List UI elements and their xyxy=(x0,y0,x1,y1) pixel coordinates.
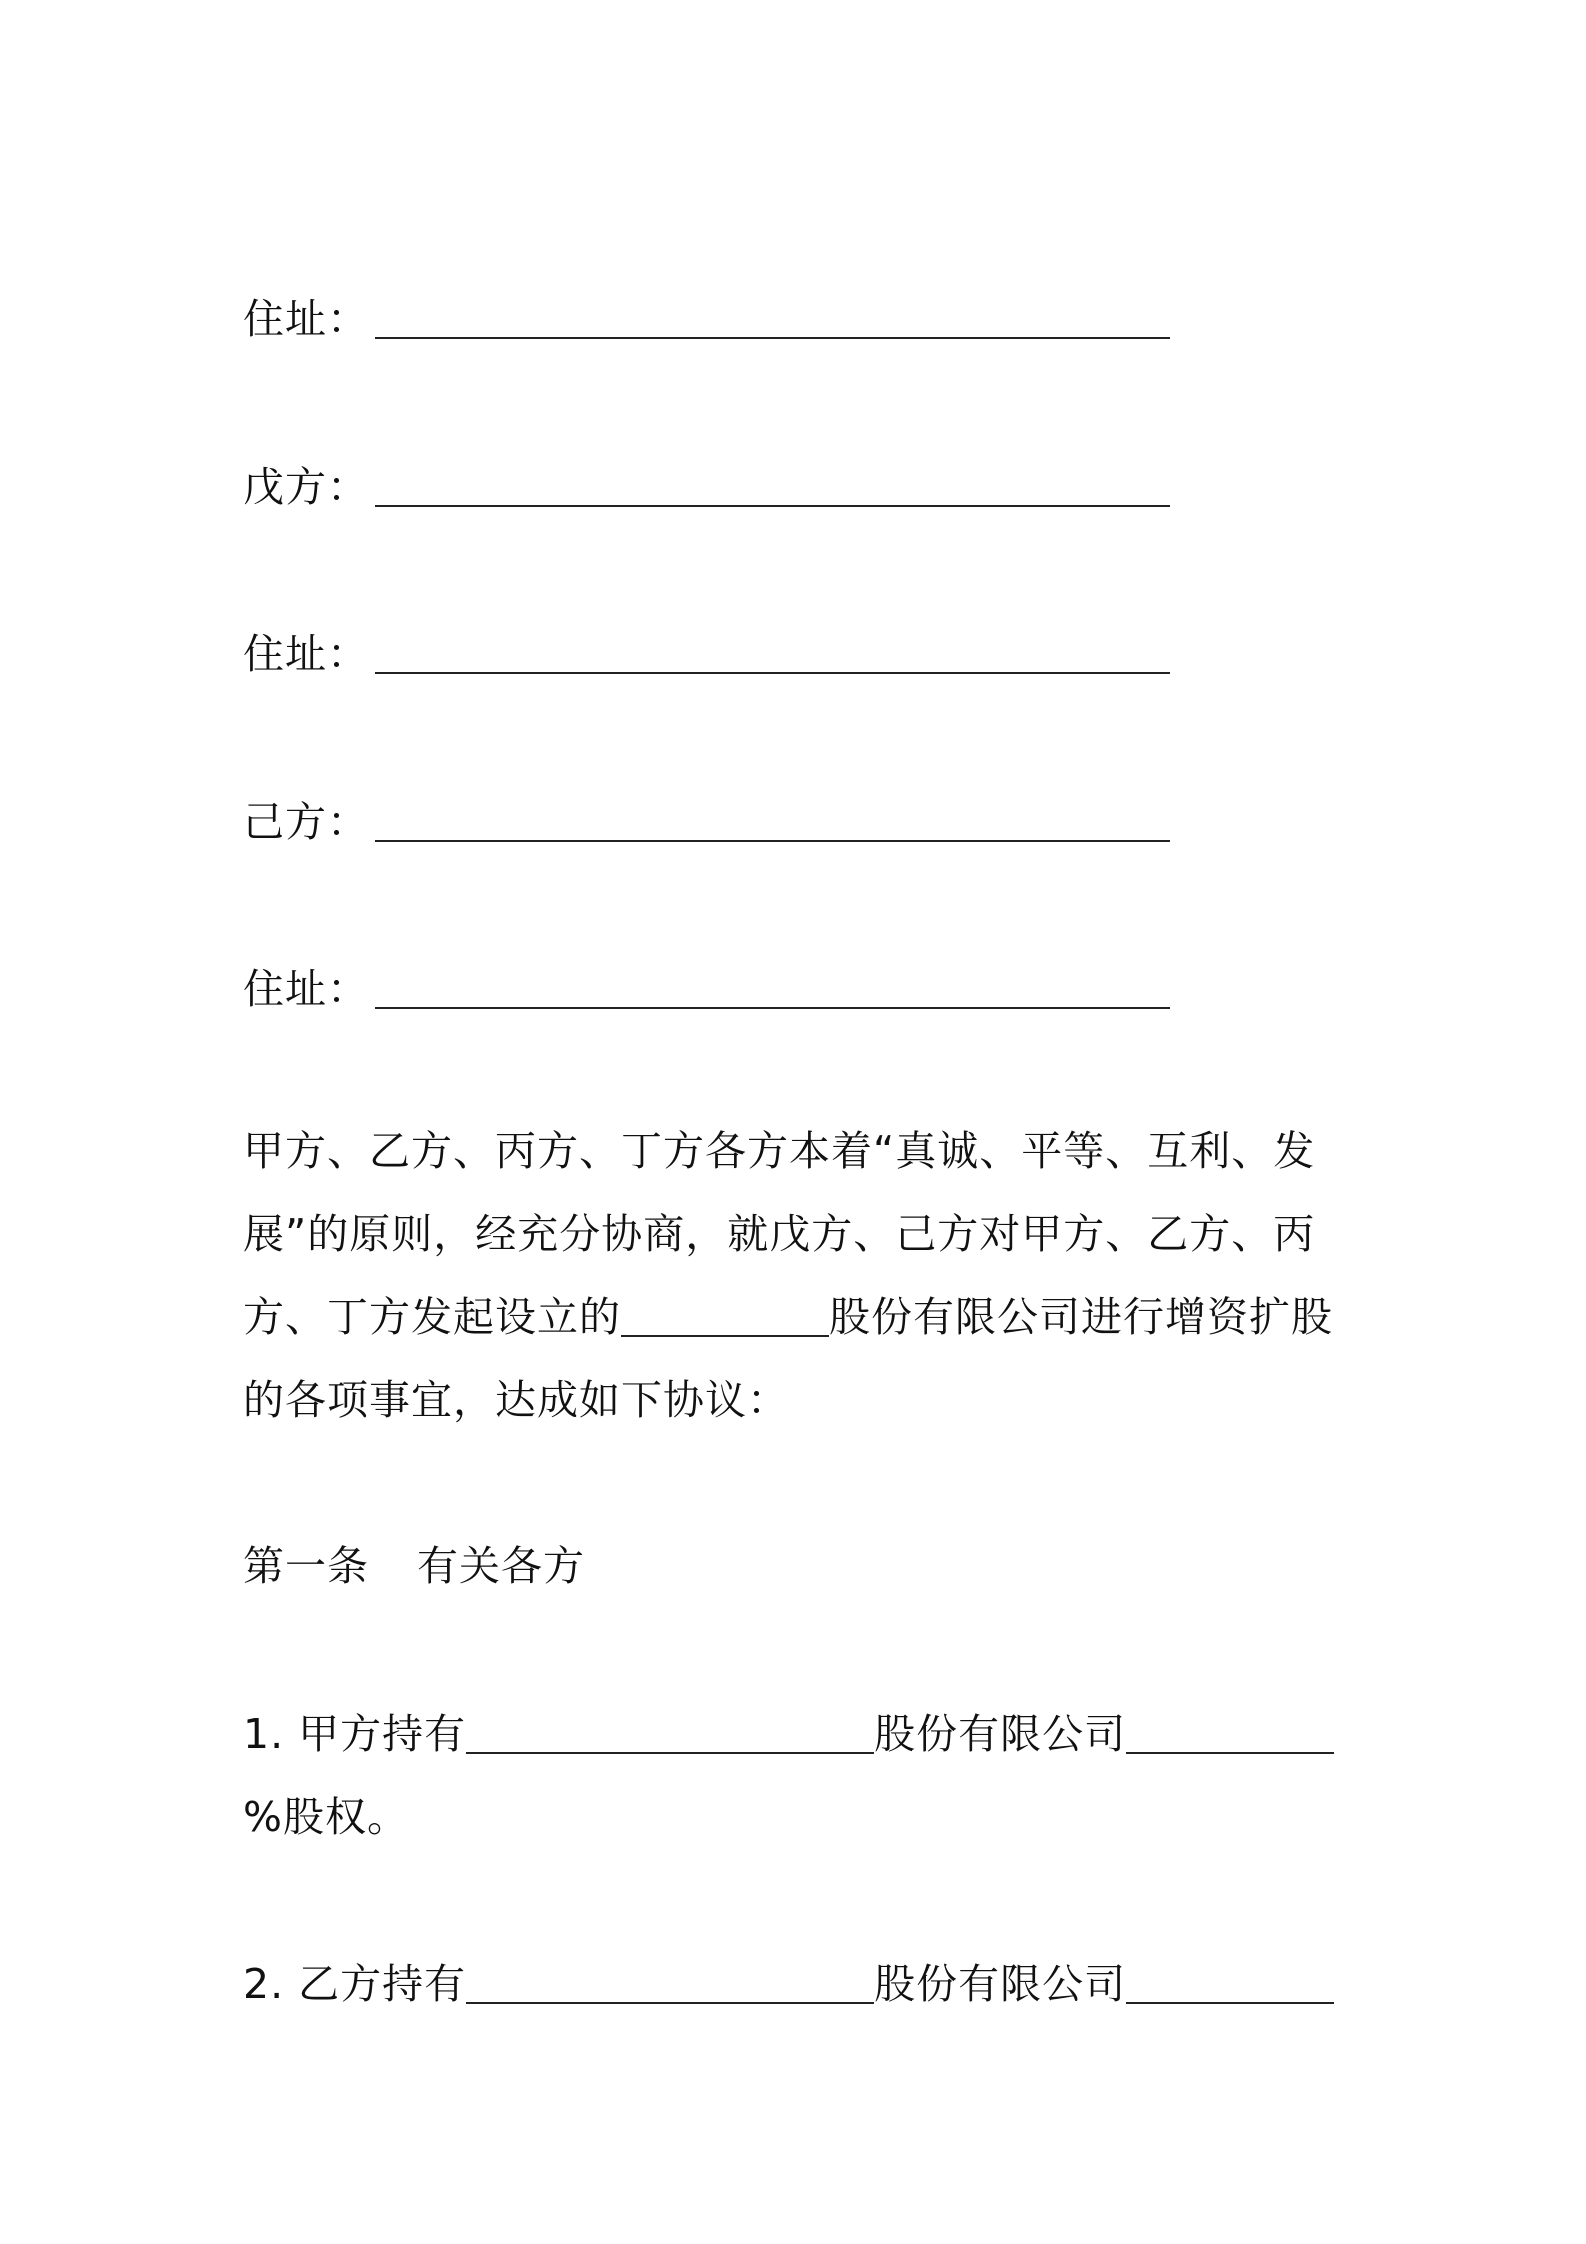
blank-line xyxy=(375,802,1170,842)
field-label: 住址： xyxy=(243,630,369,678)
item-2-line-1 xyxy=(243,1955,1363,2013)
item-1-line-2: %股权。 xyxy=(243,1793,409,1841)
field-label: 住址： xyxy=(243,295,369,343)
item-company: 股份有限公司 xyxy=(874,1710,1127,1758)
address-field-3 xyxy=(243,960,1363,1018)
item-prefix: 1. 甲方持有 xyxy=(243,1710,467,1758)
address-field-2 xyxy=(243,625,1363,683)
article-title: 有关各方 xyxy=(417,1542,585,1590)
field-label: 戊方： xyxy=(243,463,369,511)
item-prefix: 2. 乙方持有 xyxy=(243,1960,467,2008)
item-company: 股份有限公司 xyxy=(874,1960,1127,2008)
blank-line xyxy=(466,1714,874,1754)
intro-line-2: 展”的原则，经充分协商，就戊方、己方对甲方、乙方、丙 xyxy=(243,1210,1316,1258)
field-label: 己方： xyxy=(243,798,369,846)
intro-line-3 xyxy=(243,1288,1363,1346)
intro-line-3-end: 股份有限公司进行增资扩股 xyxy=(829,1293,1333,1341)
item-1-line-1 xyxy=(243,1705,1363,1763)
field-label: 住址： xyxy=(243,965,369,1013)
intro-line-1: 甲方、乙方、丙方、丁方各方本着“真诚、平等、互利、发 xyxy=(243,1127,1316,1175)
intro-line-4: 的各项事宜，达成如下协议： xyxy=(243,1376,789,1424)
party-ji-field xyxy=(243,793,1363,851)
blank-line xyxy=(1126,1964,1334,2004)
article-number: 第一条 xyxy=(243,1542,369,1590)
blank-line xyxy=(375,299,1170,339)
address-field-1 xyxy=(243,290,1363,348)
party-wu-field xyxy=(243,458,1363,516)
blank-line xyxy=(375,634,1170,674)
blank-line xyxy=(375,467,1170,507)
blank-line xyxy=(1126,1714,1334,1754)
intro-line-3-start: 方、丁方发起设立的 xyxy=(243,1293,621,1341)
article-heading xyxy=(243,1537,1363,1595)
blank-line xyxy=(621,1297,829,1337)
blank-line xyxy=(375,969,1170,1009)
blank-line xyxy=(466,1964,874,2004)
